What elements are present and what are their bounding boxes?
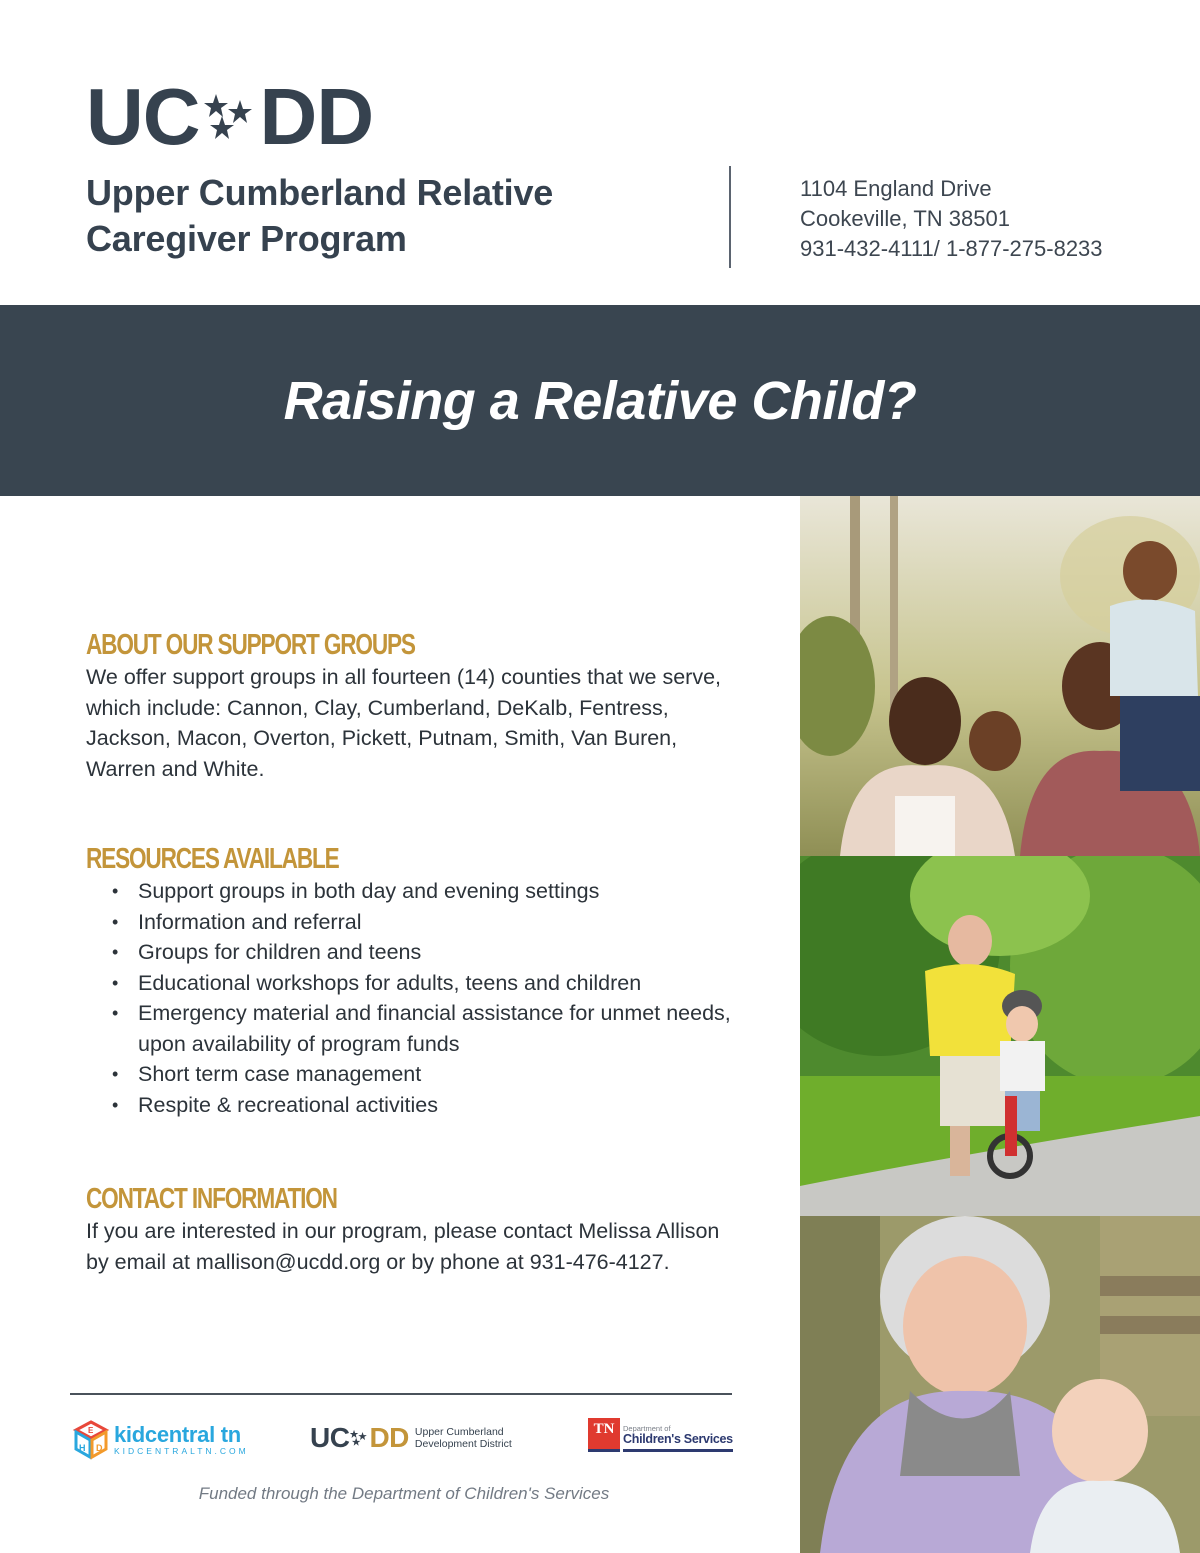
- ucdd-footer-line1: Upper Cumberland: [414, 1426, 504, 1438]
- section-body: If you are interested in our program, please contact Melissa Allison by email at mallison@ucdd.org or by phone at 931-476-4127.: [86, 1219, 720, 1274]
- footer-divider: [70, 1393, 732, 1395]
- section-body: We offer support groups in all fourteen (14) counties that we serve, which include: Cannon, Clay, Cumberland, DeKalb, Fentress, Jackson, Macon, Overton, Pickett, Putnam, Smith, Van Buren, Warren and White.: [86, 665, 721, 781]
- list-item: • Respite & recreational activities: [112, 1090, 752, 1121]
- svg-text:E: E: [88, 1426, 94, 1435]
- ucdd-footer-left: UC: [310, 1422, 350, 1453]
- tn-dcs-line2: Children's Services: [623, 1432, 733, 1446]
- list-item: • Information and referral: [112, 907, 752, 938]
- list-item: • Emergency material and financial assistance for unmet needs, upon availability of program funds: [112, 998, 752, 1059]
- program-title-line-2: Caregiver Program: [86, 218, 407, 259]
- photo-grandmother-baby: [800, 1216, 1200, 1553]
- section-resources: [86, 842, 766, 1120]
- resources-list: [86, 876, 752, 1120]
- headline-banner: [0, 305, 1200, 496]
- section-support-groups: [86, 628, 766, 784]
- ucdd-logo: [86, 72, 374, 161]
- photo-bike-riding: [800, 856, 1200, 1216]
- city-state-zip: Cookeville, TN 38501: [800, 206, 1010, 231]
- address-block: [800, 174, 1103, 264]
- photo-family-park: [800, 496, 1200, 856]
- kidcentral-url: KIDCENTRALTN.COM: [114, 1446, 249, 1456]
- section-heading: ABOUT OUR SUPPORT GROUPS: [86, 629, 415, 661]
- kidcentral-name: kidcentral tn: [114, 1422, 241, 1447]
- family-photo-image: [800, 496, 1200, 856]
- section-heading: CONTACT INFORMATION: [86, 1183, 337, 1215]
- section-heading: RESOURCES AVAILABLE: [86, 843, 339, 875]
- header-divider: [729, 166, 731, 268]
- headline: Raising a Relative Child?: [283, 370, 917, 431]
- tn-dcs-logo[interactable]: [588, 1418, 733, 1452]
- funding-note: Funded through the Department of Children's Services: [198, 1484, 610, 1503]
- svg-text:D: D: [96, 1443, 103, 1453]
- list-item: • Support groups in both day and evening settings: [112, 876, 752, 907]
- section-contact: [86, 1182, 766, 1277]
- grandmother-photo-image: [800, 1216, 1200, 1553]
- ucdd-footer-logo[interactable]: [310, 1424, 512, 1452]
- ucdd-footer-right: DD: [369, 1422, 409, 1453]
- street-address: 1104 England Drive: [800, 176, 992, 201]
- program-title: [86, 170, 553, 262]
- list-item: • Educational workshops for adults, teens and children: [112, 968, 752, 999]
- ucdd-footer-line2: Development District: [414, 1438, 512, 1450]
- logo-text-right: DD: [259, 72, 374, 161]
- program-title-line-1: Upper Cumberland Relative: [86, 172, 554, 213]
- tennessee-tristar-icon: [349, 1427, 369, 1449]
- tn-dcs-line1: Department of: [623, 1424, 671, 1433]
- kidcentral-cube-icon: [72, 1420, 110, 1460]
- svg-text:H: H: [79, 1443, 86, 1453]
- tn-badge: TN: [588, 1418, 620, 1452]
- list-item: • Groups for children and teens: [112, 937, 752, 968]
- tennessee-tristar-icon: [202, 86, 258, 148]
- bike-photo-image: [800, 856, 1200, 1216]
- list-item: • Short term case management: [112, 1059, 752, 1090]
- phone-numbers[interactable]: 931-432-4111/ 1-877-275-8233: [800, 236, 1103, 261]
- logo-text-left: UC: [86, 72, 200, 161]
- kidcentral-logo[interactable]: [72, 1420, 249, 1460]
